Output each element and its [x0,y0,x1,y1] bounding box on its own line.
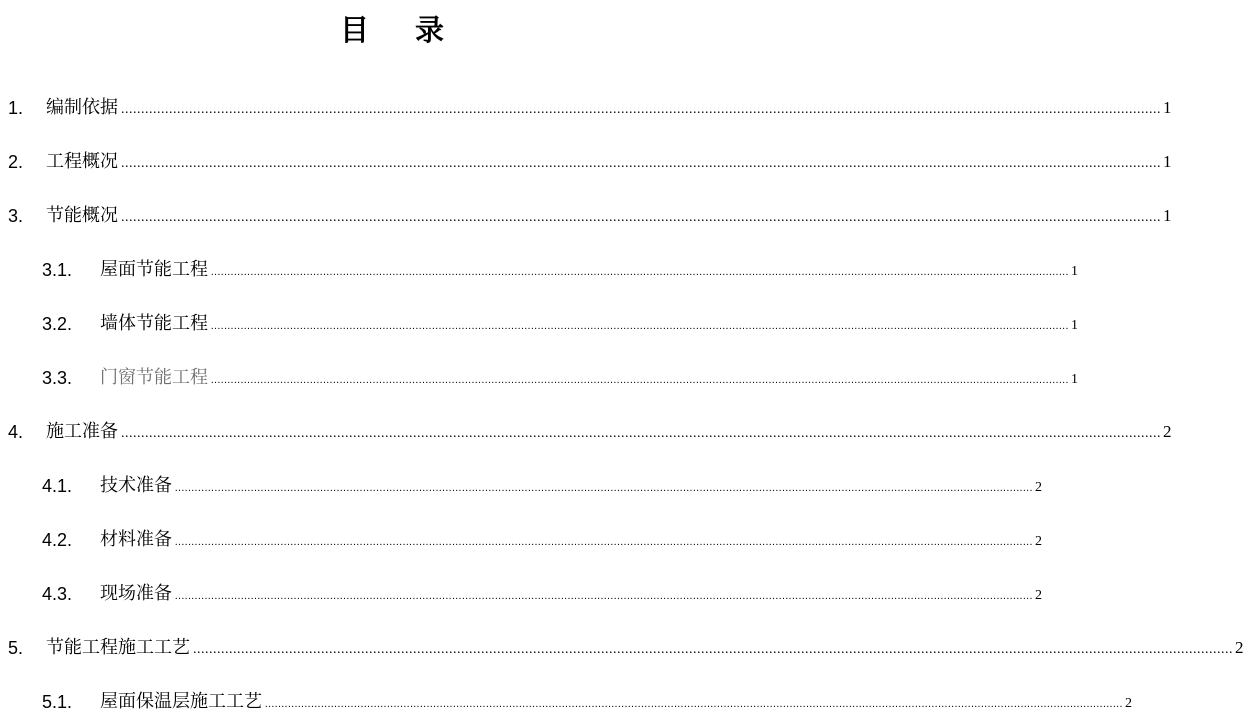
toc-entry[interactable] [0,418,1172,446]
toc-entry-line [46,202,1172,230]
toc-entry-line [100,688,1132,716]
toc-dot-leader: .................................................................................................................................................................................................................................................................... [175,591,1033,602]
toc-entry-page: 1 [1163,98,1172,117]
toc-entry-page: 1 [1163,152,1172,171]
toc-entry-line [46,148,1172,176]
toc-entry-number: 3. [8,206,24,226]
toc-entry-number: 4. [8,422,24,442]
toc-entry-page: 2 [1035,588,1042,603]
toc-entry-number: 3.1. [42,260,73,280]
toc-entry-page: 2 [1125,696,1132,711]
toc-dot-leader: .................................................................................................................................................................................................................................................................... [265,699,1123,710]
toc-entry[interactable] [0,472,1042,500]
toc-entry-number: 4.3. [42,584,73,604]
toc-entry-title[interactable]: 屋面保温层施工工艺 [100,691,262,712]
toc-dot-leader: .................................................................................................................................................................................................................................................................... [211,267,1069,278]
toc-entry-line [100,580,1042,608]
toc-dot-leader: .................................................................................................................................................................................................................................................................... [175,483,1033,494]
toc-entry-number: 1. [8,98,24,118]
toc-entry-title[interactable]: 墙体节能工程 [100,313,208,334]
toc-entry[interactable] [0,94,1172,122]
toc-dot-leader: .................................................................................................................................................................................................................................................................... [121,210,1161,225]
toc-entry-title[interactable]: 门窗节能工程 [100,367,208,388]
toc-entry-title[interactable]: 现场准备 [100,583,172,604]
toc-entry-title[interactable]: 屋面节能工程 [100,259,208,280]
toc-entry-page: 1 [1071,264,1078,279]
toc-entry-title[interactable]: 技术准备 [100,475,172,496]
toc-entry[interactable] [0,364,1078,392]
toc-entry-line [46,634,1244,662]
toc-dot-leader: .................................................................................................................................................................................................................................................................... [211,375,1069,386]
toc-title [0,8,786,48]
toc-entry-line [46,418,1172,446]
toc-entry-line [46,94,1172,122]
toc-entry-title[interactable]: 节能工程施工工艺 [46,637,190,658]
toc-entry-number: 4.1. [42,476,73,496]
toc-dot-leader: .................................................................................................................................................................................................................................................................... [193,642,1233,657]
toc-entry-number: 4.2. [42,530,73,550]
toc-entry-title[interactable]: 材料准备 [100,529,172,550]
toc-entry-title[interactable]: 编制依据 [46,97,118,118]
toc-dot-leader: .................................................................................................................................................................................................................................................................... [121,156,1161,171]
toc-entry[interactable] [0,256,1078,284]
toc-entry[interactable] [0,148,1172,176]
toc-entry-page: 1 [1163,206,1172,225]
toc-entry-page: 1 [1071,318,1078,333]
toc-entry[interactable] [0,310,1078,338]
toc-entry-title[interactable]: 工程概况 [46,151,118,172]
toc-entry-page: 2 [1035,480,1042,495]
toc-entry-line [100,472,1042,500]
toc-entry-page: 2 [1035,534,1042,549]
toc-entry[interactable] [0,202,1172,230]
toc-title-char-2: 录 [415,13,447,47]
toc-entry-number: 5. [8,638,24,658]
toc-entry-title[interactable]: 施工准备 [46,421,118,442]
toc-dot-leader: .................................................................................................................................................................................................................................................................... [175,537,1033,548]
toc-entry-number: 2. [8,152,24,172]
toc-entry-page: 1 [1071,372,1078,387]
toc-entry[interactable] [0,688,1132,716]
toc-entry[interactable] [0,526,1042,554]
toc-dot-leader: .................................................................................................................................................................................................................................................................... [121,102,1161,117]
toc-entry-line [100,310,1078,338]
toc-entry-number: 5.1. [42,692,73,712]
toc-entry-page: 2 [1163,422,1172,441]
toc-entry[interactable] [0,634,1244,662]
toc-dot-leader: .................................................................................................................................................................................................................................................................... [121,426,1161,441]
toc-dot-leader: .................................................................................................................................................................................................................................................................... [211,321,1069,332]
toc-entry-number: 3.2. [42,314,73,334]
toc-entry-title[interactable]: 节能概况 [46,205,118,226]
toc-entry-page: 2 [1235,638,1244,657]
toc-entry-line [100,364,1078,392]
toc-entry-number: 3.3. [42,368,73,388]
toc-entry[interactable] [0,580,1042,608]
toc-entry-line [100,526,1042,554]
toc-entry-line [100,256,1078,284]
toc-title-char-1: 目 [339,13,371,47]
